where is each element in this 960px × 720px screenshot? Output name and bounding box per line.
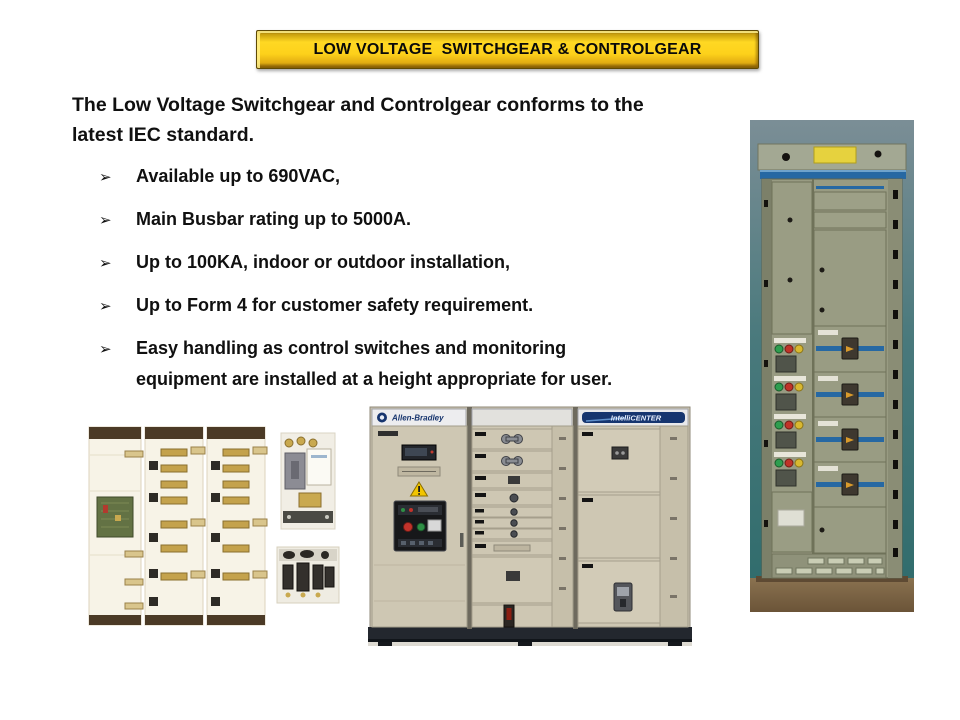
page-title: LOW VOLTAGE SWITCHGEAR & CONTROLGEAR xyxy=(313,40,702,58)
bullet-text: Main Busbar rating up to 5000A. xyxy=(136,209,412,229)
motor-starter-image xyxy=(281,433,335,529)
drawer-panels-image xyxy=(85,403,357,633)
bullet-text: Up to 100KA, indoor or outdoor installation, xyxy=(136,252,510,272)
bullet-text: Available up to 690VAC, xyxy=(136,166,341,186)
arrow-bullet-icon: ➢ xyxy=(99,169,112,186)
contactor-image xyxy=(277,547,339,603)
bullet-text-line-2: equipment are installed at a height appropriate for user. xyxy=(136,369,613,389)
arrow-bullet-icon: ➢ xyxy=(99,341,112,358)
pcb-module xyxy=(97,497,133,537)
bullet-item-1 xyxy=(99,161,709,193)
meter-device xyxy=(614,583,632,611)
intro-line-1: The Low Voltage Switchgear and Controlgear conforms to the xyxy=(72,94,644,116)
bullet-item-2 xyxy=(99,204,709,236)
bullet-text: Up to Form 4 for customer safety requirement. xyxy=(136,295,534,315)
allen-bradley-label: Allen-Bradley xyxy=(392,413,444,423)
photo-floor xyxy=(750,578,914,612)
mcc-lineup-image xyxy=(368,405,692,648)
mcc-breaker-section xyxy=(372,426,467,627)
door-handle xyxy=(460,533,464,547)
bullet-list xyxy=(99,161,709,406)
switchgear-cabinet-photo xyxy=(750,120,914,612)
arrow-bullet-icon: ➢ xyxy=(99,298,112,315)
intro-line-2: latest IEC standard. xyxy=(72,124,255,146)
mcc-door-section xyxy=(578,426,688,627)
switchgear-panel-left xyxy=(89,427,143,625)
arrow-bullet-icon: ➢ xyxy=(99,255,112,272)
mcc-drawer-section xyxy=(472,426,573,627)
title-banner xyxy=(256,30,759,69)
bullet-item-4 xyxy=(99,290,709,322)
yellow-label xyxy=(814,147,856,163)
mcc-header xyxy=(372,409,688,426)
cabinet-right-column xyxy=(814,186,886,553)
bullet-item-3 xyxy=(99,247,709,279)
vent-louvers xyxy=(772,554,886,578)
cabinet-top xyxy=(758,144,906,170)
arrow-bullet-icon: ➢ xyxy=(99,212,112,229)
air-circuit-breaker xyxy=(394,501,446,551)
bullet-item-5 xyxy=(99,333,709,395)
bullet-text-line-1: Easy handling as control switches and monitoring xyxy=(136,338,567,358)
disconnect-switch xyxy=(504,605,514,627)
intro-paragraph xyxy=(72,90,644,150)
feeder-switch-sections xyxy=(814,326,886,507)
intellicenter-label: IntelliCENTER xyxy=(610,413,662,423)
